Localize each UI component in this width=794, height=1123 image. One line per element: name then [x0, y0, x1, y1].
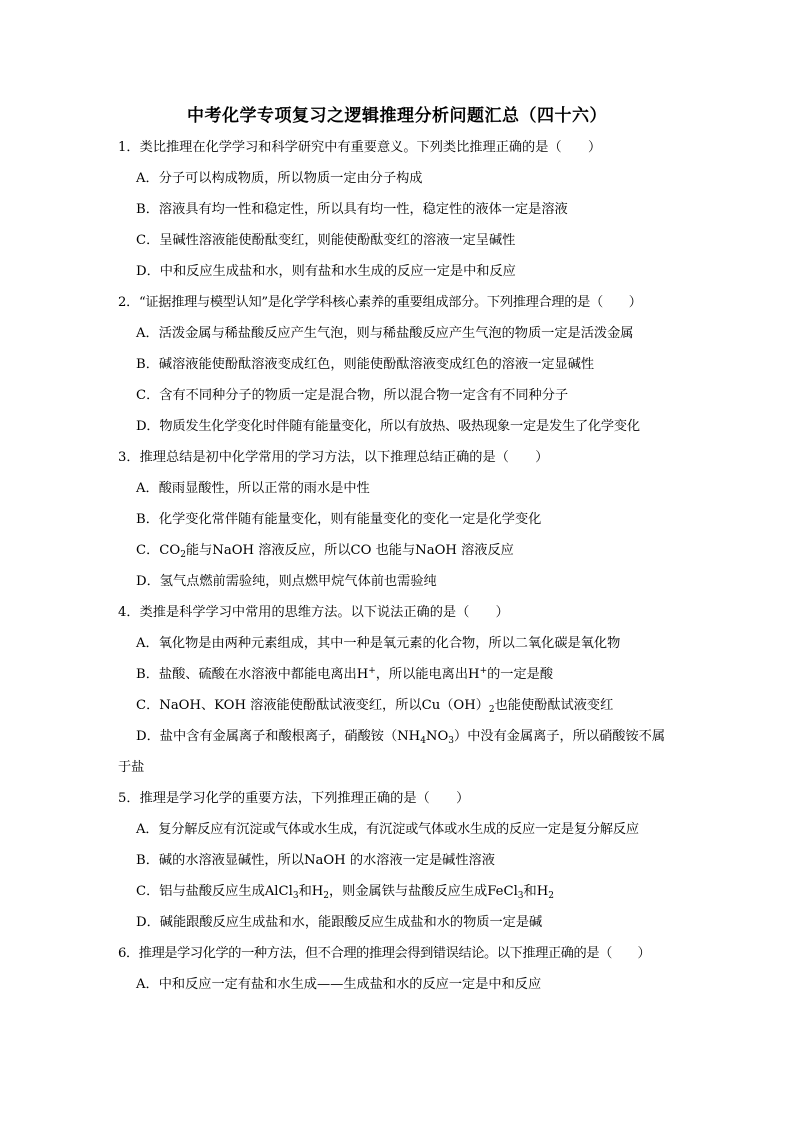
- question-6-option-a: A．中和反应一定有盐和水生成——生成盐和水的反应一定是中和反应: [136, 977, 542, 992]
- question-2: [118, 287, 676, 442]
- question-4-option-b: [118, 659, 676, 690]
- question-3-stem: 3．推理总结是初中化学常用的学习方法，以下推理总结正确的是（ ）: [118, 450, 549, 465]
- question-1-option-b: B．溶液具有均一性和稳定性，所以具有均一性，稳定性的液体一定是溶液: [136, 202, 568, 217]
- subscript: 2: [323, 891, 329, 901]
- subscript: 3: [292, 891, 299, 901]
- subscript: 4: [420, 736, 426, 746]
- subscript: 2: [180, 550, 186, 560]
- subscript: 3: [517, 891, 524, 901]
- question-3: [118, 442, 676, 597]
- question-2-stem: 2．“证据推理与模型认知”是化学学科核心素养的重要组成部分。下列推理合理的是（ ）: [118, 295, 642, 310]
- question-5: [118, 783, 676, 938]
- question-4-option-b-part2: ，所以能电离出H: [375, 667, 480, 682]
- question-4-option-c-post: 也能使酚酞试液变红: [494, 698, 614, 713]
- question-2-option-c: C．含有不同种分子的物质一定是混合物，所以混合物一定含有不同种分子: [136, 388, 569, 403]
- question-4-option-d-part1: D．盐中含有金属离子和酸根离子，硝酸铵（NH: [136, 729, 421, 744]
- question-2-option-a: A．活泼金属与稀盐酸反应产生气泡，则与稀盐酸反应产生气泡的物质一定是活泼金属: [136, 326, 634, 341]
- question-3-option-d: D．氢气点燃前需验纯，则点燃甲烷气体前也需验纯: [136, 574, 437, 589]
- question-3-option-c: [118, 535, 676, 566]
- question-1-stem: 1．类比推理在化学学习和科学研究中有重要意义。下列类比推理正确的是（ ）: [118, 140, 602, 155]
- question-1-option-a: A．分子可以构成物质，所以物质一定由分子构成: [136, 171, 423, 186]
- question-5-option-c-part1: C．铝与盐酸反应生成AlCl: [136, 884, 293, 899]
- question-4-option-b-part3: 的一定是酸: [487, 667, 554, 682]
- question-6-stem: 6．推理是学习化学的一种方法，但不合理的推理会得到错误结论。以下推理正确的是（ ）: [118, 946, 651, 961]
- question-6: [118, 938, 676, 1000]
- question-3-option-b: B．化学变化常伴随有能量变化，则有能量变化的变化一定是化学变化: [136, 512, 542, 527]
- question-5-option-a: A．复分解反应有沉淀或气体或水生成，有沉淀或气体或水生成的反应一定是复分解反应: [136, 822, 639, 837]
- question-4: [118, 597, 676, 783]
- question-3-option-c-post: 能与NaOH 溶液反应，所以CO 也能与NaOH 溶液反应: [185, 543, 514, 558]
- question-4-stem: 4．类推是科学学习中常用的思维方法。以下说法正确的是（ ）: [118, 605, 509, 620]
- question-5-option-d: D．碱能跟酸反应生成盐和水，能跟酸反应生成盐和水的物质一定是碱: [136, 915, 543, 930]
- question-5-option-c-part4: 和H: [523, 884, 549, 899]
- question-4-option-d-part2: NO: [425, 729, 449, 744]
- superscript: +: [479, 666, 488, 676]
- question-5-option-c-part2: 和H: [298, 884, 324, 899]
- question-4-option-c-pre: C．NaOH、KOH 溶液能使酚酞试液变红，所以Cu（OH）: [136, 698, 489, 713]
- question-5-option-c-part3: ，则金属铁与盐酸反应生成FeCl: [329, 884, 518, 899]
- question-4-option-a: A．氧化物是由两种元素组成，其中一种是氧元素的化合物，所以二氧化碳是氧化物: [136, 636, 621, 651]
- superscript: +: [368, 666, 376, 676]
- question-1-option-d: D．中和反应生成盐和水，则有盐和水生成的反应一定是中和反应: [136, 264, 516, 279]
- question-2-option-d: D．物质发生化学变化时伴随有能量变化，所以有放热、吸热现象一定是发生了化学变化: [136, 419, 640, 434]
- question-4-option-c: [118, 690, 676, 721]
- question-5-stem: 5．推理是学习化学的重要方法，下列推理正确的是（ ）: [118, 791, 470, 806]
- subscript: 3: [448, 736, 455, 746]
- question-5-option-b: B．碱的水溶液显碱性，所以NaOH 的水溶液一定是碱性溶液: [136, 853, 495, 868]
- question-4-option-d-part3: ）中没有金属离子，所以硝酸铵不属于盐: [118, 729, 666, 775]
- question-1-option-c: C．呈碱性溶液能使酚酞变红，则能使酚酞变红的溶液一定呈碱性: [136, 233, 516, 248]
- question-5-option-c: [118, 876, 676, 907]
- subscript: 2: [548, 891, 554, 901]
- question-4-option-d: [118, 721, 676, 783]
- question-3-option-a: A．酸雨显酸性，所以正常的雨水是中性: [136, 481, 370, 496]
- question-3-option-c-pre: C．CO: [136, 543, 181, 558]
- page-title: 中考化学专项复习之逻辑推理分析问题汇总（四十六）: [187, 106, 607, 126]
- question-1: [118, 132, 676, 287]
- question-2-option-b: B．碱溶液能使酚酞溶液变成红色，则能使酚酞溶液变成红色的溶液一定显碱性: [136, 357, 595, 372]
- subscript: 2: [488, 705, 495, 715]
- question-4-option-b-part1: B．盐酸、硫酸在水溶液中都能电离出H: [136, 667, 369, 682]
